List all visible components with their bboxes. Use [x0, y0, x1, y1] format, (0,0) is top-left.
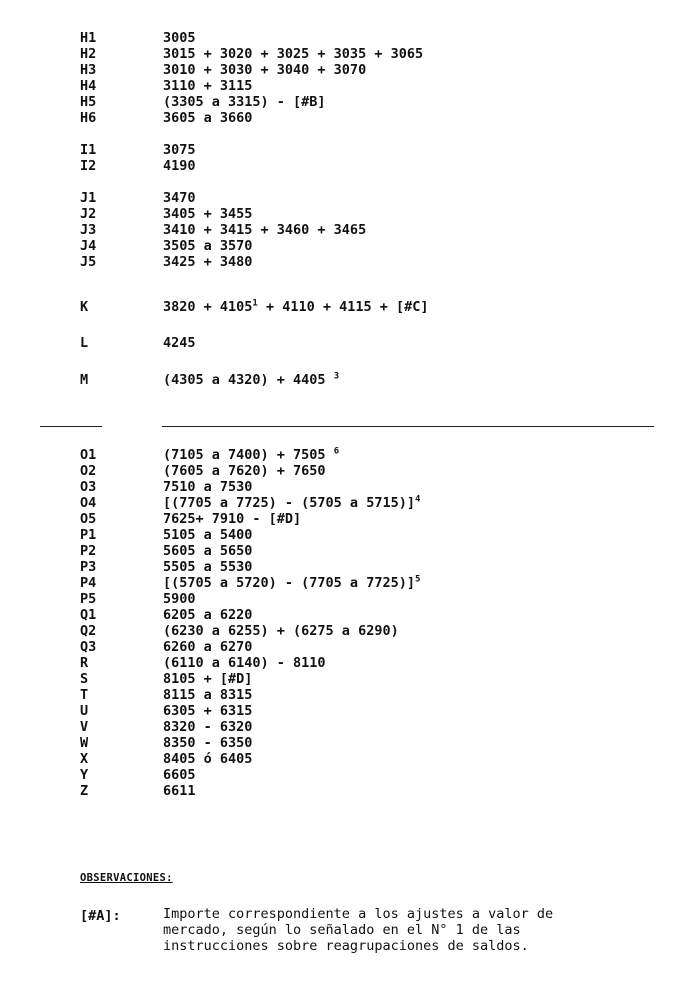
row-formula: 8405 ó 6405 — [163, 751, 253, 767]
row-code: H5 — [80, 94, 97, 110]
row-formula: 3405 + 3455 — [163, 206, 253, 222]
row-formula: (7605 a 7620) + 7650 — [163, 463, 326, 479]
row-formula: 5505 a 5530 — [163, 559, 253, 575]
row-code: T — [80, 687, 89, 703]
row-formula: 3110 + 3115 — [163, 78, 253, 94]
row-code: R — [80, 655, 89, 671]
row-code: H4 — [80, 78, 97, 94]
row-code: O2 — [80, 463, 97, 479]
row-formula: 3005 — [163, 30, 196, 46]
row-formula: (4305 a 4320) + 4405 $^3$ — [163, 371, 340, 388]
row-formula: 3015 + 3020 + 3025 + 3035 + 3065 — [163, 46, 424, 62]
row-code: P1 — [80, 527, 97, 543]
row-formula: 3425 + 3480 — [163, 254, 253, 270]
row-code: J1 — [80, 190, 97, 206]
row-formula: 4190 — [163, 158, 196, 174]
row-code: P2 — [80, 543, 97, 559]
row-formula: (6230 a 6255) + (6275 a 6290) — [163, 623, 399, 639]
row-code: U — [80, 703, 89, 719]
row-formula: 3075 — [163, 142, 196, 158]
row-code: Q2 — [80, 623, 97, 639]
row-code: S — [80, 671, 89, 687]
row-formula: 8105 + [#D] — [163, 671, 253, 687]
row-code: K — [80, 299, 89, 315]
note-key: [#A]: — [80, 908, 121, 924]
row-code: H2 — [80, 46, 97, 62]
footnote-mark: 3 — [333, 371, 340, 382]
row-formula: 3605 a 3660 — [163, 110, 253, 126]
row-code: H3 — [80, 62, 97, 78]
row-formula: 8320 - 6320 — [163, 719, 253, 735]
row-formula: 6260 a 6270 — [163, 639, 253, 655]
row-formula: (3305 a 3315) - [#B] — [163, 94, 326, 110]
row-code: P5 — [80, 591, 97, 607]
row-formula: 5900 — [163, 591, 196, 607]
note-ref: [#B] — [293, 94, 326, 110]
row-code: I2 — [80, 158, 97, 174]
row-code: I1 — [80, 142, 97, 158]
row-formula: 7625+ 7910 - [#D] — [163, 511, 302, 527]
footnote-mark: 4 — [414, 494, 421, 505]
row-code: O1 — [80, 447, 97, 463]
row-code: Q3 — [80, 639, 97, 655]
row-formula: 5605 a 5650 — [163, 543, 253, 559]
row-code: Z — [80, 783, 89, 799]
row-code: J2 — [80, 206, 97, 222]
row-code: V — [80, 719, 89, 735]
row-formula: 3410 + 3415 + 3460 + 3465 — [163, 222, 367, 238]
row-formula: 7510 a 7530 — [163, 479, 253, 495]
row-formula: $3820 + 4105^1 + 4110 + 4115$ + [#C] — [163, 298, 429, 315]
footnote-mark: 5 — [414, 574, 421, 585]
row-code: Q1 — [80, 607, 97, 623]
note-ref: [#D] — [268, 511, 302, 527]
row-formula: 6605 — [163, 767, 196, 783]
row-formula: 8350 - 6350 — [163, 735, 253, 751]
footnote-mark: 6 — [333, 446, 340, 457]
row-code: Y — [80, 767, 89, 783]
row-code: W — [80, 735, 89, 751]
row-code: O5 — [80, 511, 97, 527]
observations-heading: OBSERVACIONES: — [80, 872, 173, 884]
separator-rule-right — [162, 426, 654, 427]
row-formula: (7105 a 7400) + 7505 $^6$ — [163, 446, 340, 463]
footnote-mark: 1 — [252, 298, 258, 309]
row-formula: 6205 a 6220 — [163, 607, 253, 623]
row-formula: 3470 — [163, 190, 196, 206]
row-code: H6 — [80, 110, 97, 126]
row-formula: [(5705 a 5720) - (7705 a 7725)]$^5$ — [163, 574, 421, 591]
row-formula: 6305 + 6315 — [163, 703, 253, 719]
row-code: J4 — [80, 238, 97, 254]
row-formula: (6110 a 6140) - 8110 — [163, 655, 326, 671]
note-ref: [#D] — [219, 671, 253, 687]
row-code: H1 — [80, 30, 97, 46]
row-code: M — [80, 372, 89, 388]
row-formula: 3505 a 3570 — [163, 238, 253, 254]
separator-rule-left — [40, 426, 102, 427]
row-formula: 4245 — [163, 335, 196, 351]
row-code: P4 — [80, 575, 97, 591]
row-code: L — [80, 335, 89, 351]
row-code: O4 — [80, 495, 97, 511]
row-code: J3 — [80, 222, 97, 238]
row-formula: 3010 + 3030 + 3040 + 3070 — [163, 62, 367, 78]
row-code: O3 — [80, 479, 97, 495]
note-text: Importe correspondiente a los ajustes a valor de mercado, según lo señalado en el N° 1 de las instrucciones sobre reagrupaciones de saldos. — [163, 906, 554, 954]
row-code: X — [80, 751, 89, 767]
row-formula: [(7705 a 7725) - (5705 a 5715)]$^4$ — [163, 494, 421, 511]
note-ref: [#C] — [396, 299, 429, 315]
row-formula: 5105 a 5400 — [163, 527, 253, 543]
row-formula: 6611 — [163, 783, 196, 799]
row-code: J5 — [80, 254, 97, 270]
row-formula: 8115 a 8315 — [163, 687, 253, 703]
row-code: P3 — [80, 559, 97, 575]
